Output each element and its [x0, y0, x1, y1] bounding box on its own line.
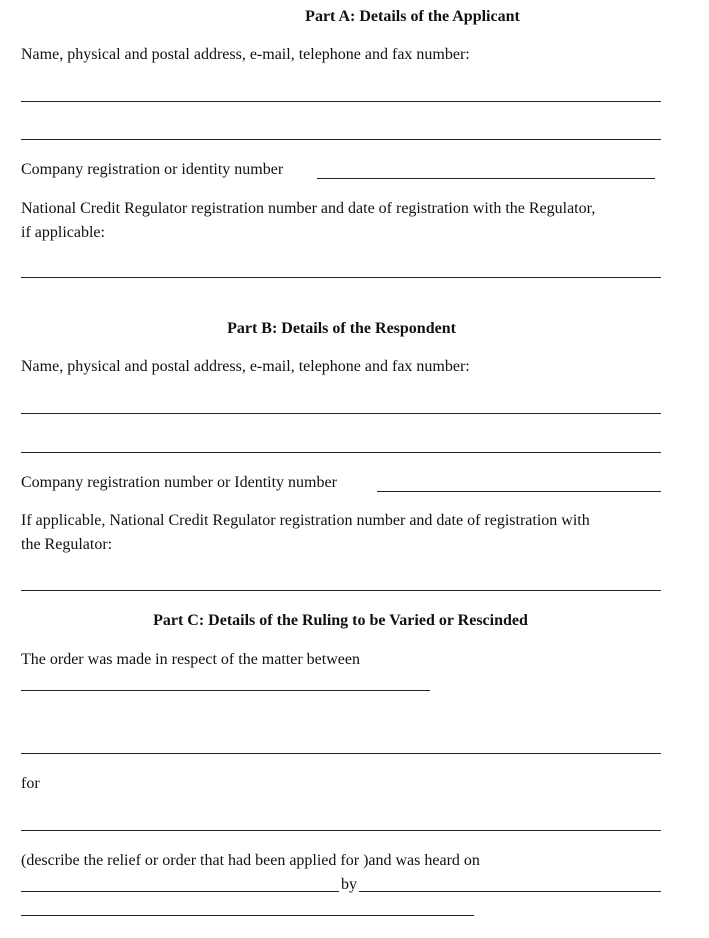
respondent-ncr-line[interactable]	[21, 590, 661, 591]
applicant-company-label: Company registration or identity number	[21, 161, 284, 178]
for-label: for	[21, 775, 40, 792]
matter-between-line[interactable]	[21, 690, 430, 691]
final-line[interactable]	[21, 915, 474, 916]
respondent-company-line[interactable]	[377, 491, 661, 492]
applicant-name-label: Name, physical and postal address, e-mail, telephone and fax number:	[21, 46, 470, 63]
heard-by-line[interactable]	[359, 891, 661, 892]
respondent-company-label: Company registration number or Identity number	[21, 474, 337, 491]
matter-line-2[interactable]	[21, 753, 661, 754]
applicant-ncr-label-2: if applicable:	[21, 224, 105, 241]
respondent-ncr-label-1: If applicable, National Credit Regulator registration number and date of registration with	[21, 512, 590, 529]
part-b-heading: Part B: Details of the Respondent	[227, 320, 456, 337]
describe-relief-label: (describe the relief or order that had been applied for )and was heard on	[21, 852, 480, 869]
respondent-ncr-label-2: the Regulator:	[21, 536, 113, 553]
applicant-name-line-1[interactable]	[21, 101, 661, 102]
for-line[interactable]	[21, 830, 661, 831]
order-matter-label: The order was made in respect of the matter between	[21, 651, 360, 668]
applicant-ncr-line[interactable]	[21, 277, 661, 278]
part-a-heading: Part A: Details of the Applicant	[305, 8, 520, 25]
by-label: by	[341, 876, 357, 893]
heard-on-line[interactable]	[21, 891, 339, 892]
applicant-ncr-label-1: National Credit Regulator registration number and date of registration with the Regulator,	[21, 200, 596, 217]
applicant-name-line-2[interactable]	[21, 139, 661, 140]
applicant-company-line[interactable]	[317, 178, 655, 179]
respondent-name-line-2[interactable]	[21, 452, 661, 453]
respondent-name-line-1[interactable]	[21, 413, 661, 414]
part-c-heading: Part C: Details of the Ruling to be Varied or Rescinded	[153, 612, 528, 629]
respondent-name-label: Name, physical and postal address, e-mail, telephone and fax number:	[21, 358, 470, 375]
